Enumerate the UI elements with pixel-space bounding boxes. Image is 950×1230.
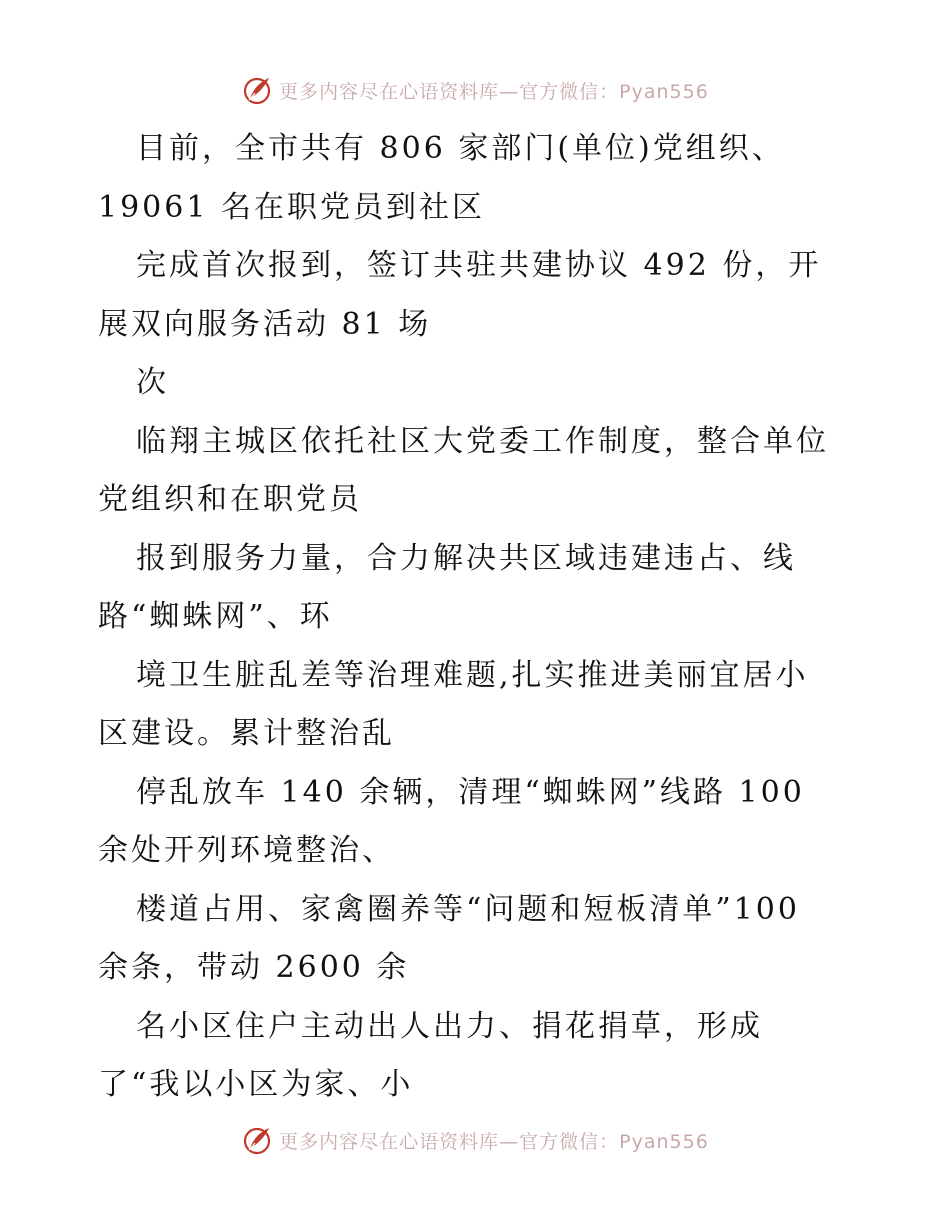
text-line: 党组织和在职党员	[98, 482, 362, 517]
text-line: 名小区住户主动出人出力、捐花捐草，形成	[136, 1008, 763, 1044]
text-line: 楼道占用、家禽圈养等“问题和短板清单”100	[136, 891, 800, 927]
text-line: 了“我以小区为家、小	[98, 1067, 414, 1102]
text-line: 报到服务力量，合力解决共区域违建违占、线	[136, 540, 796, 576]
footer-banner	[0, 1120, 950, 1160]
text-line: 区建设。累计整治乱	[98, 716, 395, 751]
text-line: 路“蜘蛛网”、环	[98, 599, 333, 634]
text-line: 临翔主城区依托社区大党委工作制度，整合单位	[136, 423, 829, 459]
text-line: 目前，全市共有 806 家部门(单位)党组织、	[136, 131, 785, 166]
text-line: 停乱放车 140 余辆，清理“蜘蛛网”线路 100	[136, 774, 805, 810]
header-banner-text: 更多内容尽在心语资料库—官方微信：Pyan556	[279, 80, 709, 103]
header-banner	[0, 70, 950, 110]
text-line: 余条，带动 2600 余	[98, 950, 410, 985]
text-line: 完成首次报到，签订共驻共建协议 492 份，开	[136, 248, 822, 283]
feather-logo-icon	[241, 1124, 273, 1156]
document-body	[98, 120, 858, 1115]
text-line: 境卫生脏乱差等治理难题,扎实推进美丽宜居小	[136, 657, 809, 693]
text-line: 展双向服务活动 81 场	[98, 306, 432, 342]
text-line: 余处开列环境整治、	[98, 833, 395, 868]
feather-logo-icon	[241, 74, 273, 106]
text-line: 19061 名在职党员到社区	[98, 189, 485, 225]
footer-banner-text: 更多内容尽在心语资料库—官方微信：Pyan556	[279, 1130, 709, 1153]
text-line: 次	[136, 365, 169, 400]
